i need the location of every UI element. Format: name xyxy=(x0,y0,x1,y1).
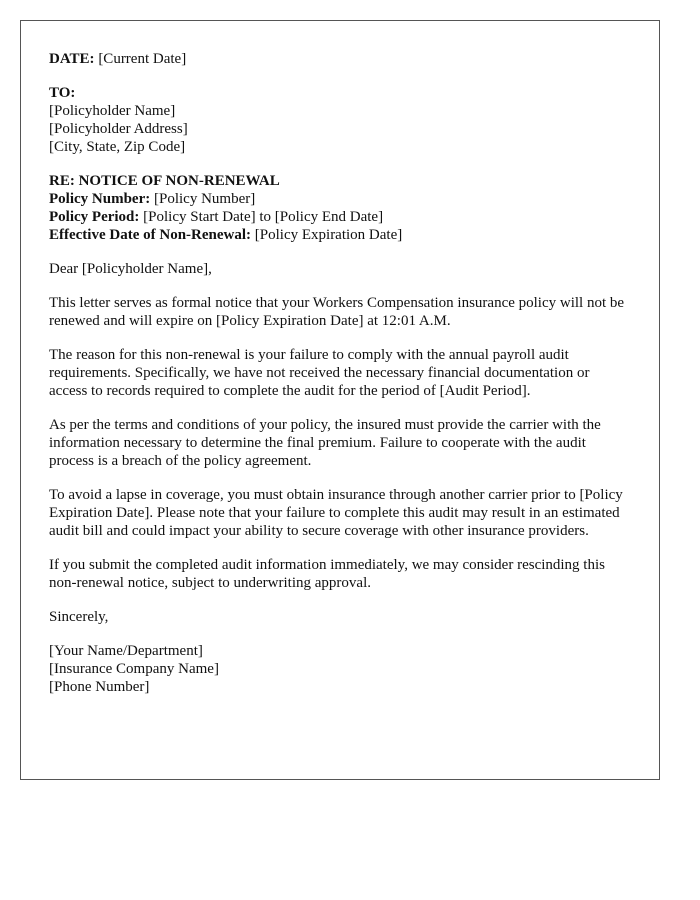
policy-number-line xyxy=(49,190,631,208)
date-value: [Current Date] xyxy=(98,51,187,67)
signature-name: [Your Name/Department] xyxy=(49,643,203,659)
policy-number-value: [Policy Number] xyxy=(153,191,256,207)
subject-heading: RE: NOTICE OF NON-RENEWAL xyxy=(49,173,280,189)
policy-number-label: Policy Number: xyxy=(49,191,151,207)
date-label: DATE: xyxy=(49,51,95,67)
signature-phone: [Phone Number] xyxy=(49,679,150,695)
subject-block xyxy=(49,172,631,244)
signature-block xyxy=(49,642,631,696)
policy-period-label: Policy Period: xyxy=(49,209,140,225)
policy-period-value: [Policy Start Date] to [Policy End Date] xyxy=(143,209,384,225)
closing: Sincerely, xyxy=(49,609,109,625)
effective-date-line xyxy=(49,226,631,244)
effective-date-value: [Policy Expiration Date] xyxy=(254,227,403,243)
body-paragraph: This letter serves as formal notice that your Workers Compensation insurance policy will not be renewed and will expire on [Policy Expiration Date] at 12:01 A.M. xyxy=(49,295,625,329)
body-paragraph: The reason for this non-renewal is your failure to comply with the annual payroll audit requirements. Specifically, we have not received the necessary financial documentation or access to records required to complete the audit for the period of [Audit Period]. xyxy=(49,347,590,399)
body-paragraph: As per the terms and conditions of your policy, the insured must provide the carrier with the information necessary to determine the final premium. Failure to cooperate with the audit process is a breach of the policy agreement. xyxy=(49,417,601,469)
policy-period-line xyxy=(49,208,631,226)
recipient-name: [Policyholder Name] xyxy=(49,103,176,119)
signature-company: [Insurance Company Name] xyxy=(49,661,219,677)
salutation: Dear [Policyholder Name], xyxy=(49,261,212,277)
body-paragraph: If you submit the completed audit information immediately, we may consider rescinding this non-renewal notice, subject to underwriting approval. xyxy=(49,557,605,591)
recipient-block xyxy=(49,84,631,156)
effective-date-label: Effective Date of Non-Renewal: xyxy=(49,227,252,243)
recipient-address: [Policyholder Address] xyxy=(49,121,188,137)
date-line xyxy=(49,50,631,68)
letter-document xyxy=(20,20,660,780)
to-label: TO: xyxy=(49,85,76,101)
recipient-city: [City, State, Zip Code] xyxy=(49,139,186,155)
body-paragraph: To avoid a lapse in coverage, you must obtain insurance through another carrier prior to [Policy Expiration Date]. Please note that your failure to complete this audit may result in an estimated audit bill and could impact your ability to secure coverage with other insurance providers. xyxy=(49,487,623,539)
